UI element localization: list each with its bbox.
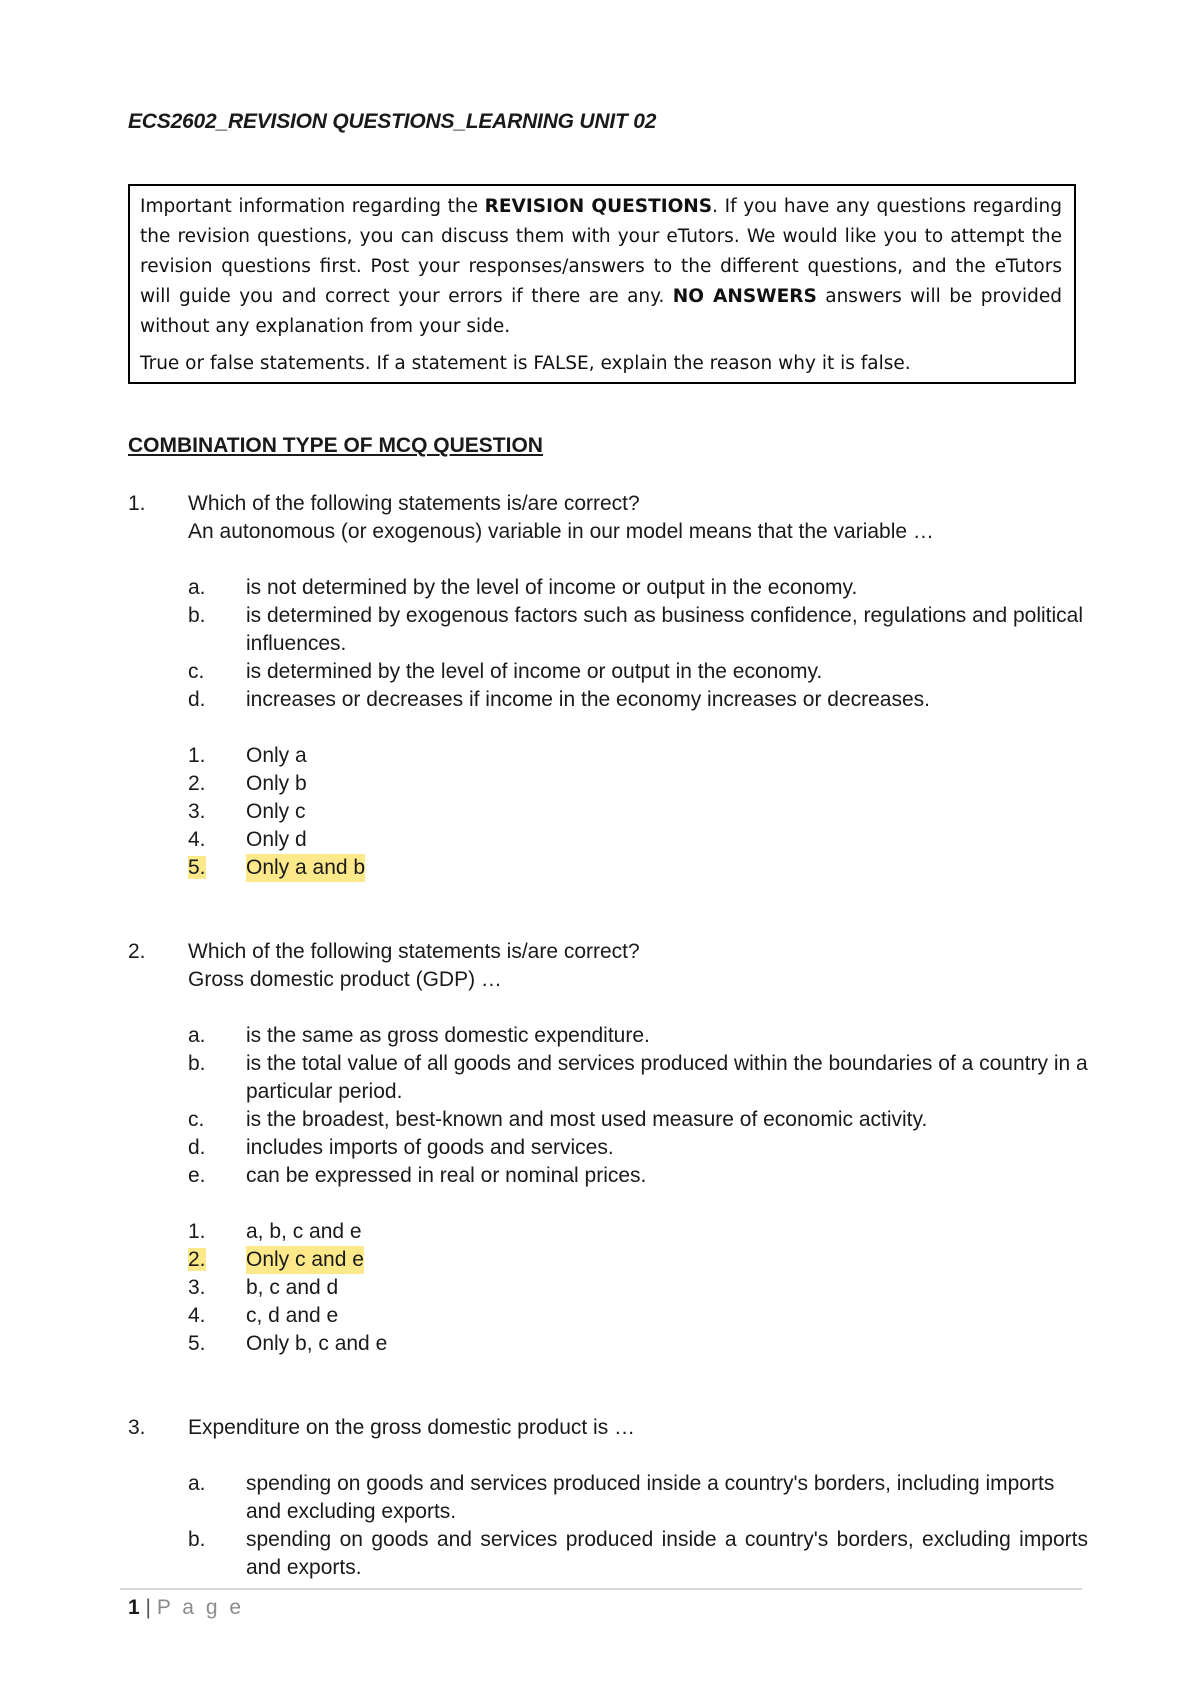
- answer-option: [188, 770, 1088, 798]
- statement-letter: c.: [188, 660, 205, 683]
- question-stem-row: [128, 938, 1088, 966]
- option-number: 4.: [188, 828, 206, 851]
- question-sub-stem: An autonomous (or exogenous) variable in our model means that the variable …: [188, 520, 934, 543]
- answer-option: [188, 1218, 1088, 1246]
- option-text: Only c: [246, 800, 306, 823]
- info-text: . If you have any questions regarding the revision questions, you can discuss them with your eTutors. We would like you to attempt the revision questions first. Post your responses/answers to the different questions, and the eTutors will guide you and correct your errors if there are any.: [140, 196, 1062, 307]
- option-number: 1.: [188, 1220, 206, 1243]
- statement-item: [188, 686, 1088, 714]
- answer-option: [188, 798, 1088, 826]
- statement-item: [188, 602, 1088, 658]
- option-text: b, c and d: [246, 1276, 339, 1299]
- page-footer: [128, 1596, 244, 1620]
- statement-text: is determined by the level of income or output in the economy.: [246, 660, 823, 683]
- answer-option: [188, 1274, 1088, 1302]
- option-number: 3.: [188, 800, 206, 823]
- info-paragraph: [140, 192, 1062, 342]
- statement-letter: d.: [188, 688, 206, 711]
- statement-item: [188, 1106, 1088, 1134]
- option-number: 4.: [188, 1304, 206, 1327]
- answer-option: [188, 1330, 1088, 1358]
- option-text: Only d: [246, 828, 307, 851]
- statement-text: is the total value of all goods and services produced within the boundaries of a country in a particular period.: [246, 1052, 1088, 1103]
- statement-text: is not determined by the level of income or output in the economy.: [246, 576, 858, 599]
- statement-item: [188, 1470, 1088, 1526]
- option-text: Only a: [246, 744, 307, 767]
- question-3: [128, 1414, 1088, 1582]
- statement-text: increases or decreases if income in the economy increases or decreases.: [246, 688, 930, 711]
- option-text: Only b: [246, 772, 307, 795]
- question-stem: Expenditure on the gross domestic product is …: [188, 1416, 636, 1439]
- info-bold-no-answers: NO ANSWERS: [672, 286, 817, 307]
- answer-option: [188, 742, 1088, 770]
- statement-item: [188, 658, 1088, 686]
- question-sub-stem: Gross domestic product (GDP) …: [188, 968, 502, 991]
- statement-letter: b.: [188, 1052, 206, 1075]
- important-info-box: [128, 184, 1076, 384]
- statement-item: [188, 574, 1088, 602]
- statement-letter: a.: [188, 576, 206, 599]
- info-bold-revision-questions: REVISION QUESTIONS: [484, 196, 713, 217]
- statement-letter: d.: [188, 1136, 206, 1159]
- statement-text: can be expressed in real or nominal prices.: [246, 1164, 647, 1187]
- statement-letter: e.: [188, 1164, 206, 1187]
- statement-letter: c.: [188, 1108, 205, 1131]
- statement-text: is the same as gross domestic expenditure.: [246, 1024, 650, 1047]
- statement-text: spending on goods and services produced inside a country's borders, excluding imports and exports.: [246, 1528, 1088, 1579]
- document-title: ECS2602_REVISION QUESTIONS_LEARNING UNIT 02: [128, 110, 657, 133]
- question-number: 2.: [128, 940, 146, 963]
- question-stem: Which of the following statements is/are correct?: [188, 940, 640, 963]
- true-false-note: True or false statements. If a statement is FALSE, explain the reason why it is false.: [140, 353, 911, 374]
- question-1: [128, 490, 1088, 882]
- statement-letter: b.: [188, 604, 206, 627]
- question-number: 3.: [128, 1416, 146, 1439]
- statement-letter: a.: [188, 1024, 206, 1047]
- footer-divider: [120, 1588, 1082, 1590]
- option-text: Only c and e: [246, 1246, 364, 1274]
- option-number: 3.: [188, 1276, 206, 1299]
- option-number: 2.: [188, 1248, 206, 1271]
- page-label: P a g e: [156, 1596, 245, 1619]
- statement-item: [188, 1022, 1088, 1050]
- option-text: c, d and e: [246, 1304, 339, 1327]
- statement-text: is the broadest, best-known and most used measure of economic activity.: [246, 1108, 928, 1131]
- answer-option: [188, 826, 1088, 854]
- option-text: Only a and b: [246, 854, 365, 882]
- section-heading: COMBINATION TYPE OF MCQ QUESTION: [128, 434, 543, 457]
- statement-item: [188, 1162, 1088, 1190]
- info-text: answers will be provided without any explanation from your side.: [140, 286, 1063, 337]
- question-2: [128, 938, 1088, 1358]
- statement-item: [188, 1134, 1088, 1162]
- option-number: 1.: [188, 744, 206, 767]
- info-text: Important information regarding the: [140, 196, 485, 217]
- statement-text: includes imports of goods and services.: [246, 1136, 614, 1159]
- statement-letter: a.: [188, 1472, 206, 1495]
- question-stem: Which of the following statements is/are correct?: [188, 492, 640, 515]
- answer-option-highlighted: [188, 1246, 1088, 1274]
- option-text: Only b, c and e: [246, 1332, 388, 1355]
- statement-text: spending on goods and services produced inside a country's borders, including imports and excluding exports.: [246, 1472, 1055, 1523]
- option-text: a, b, c and e: [246, 1220, 362, 1243]
- question-number: 1.: [128, 492, 146, 515]
- answer-option: [188, 1302, 1088, 1330]
- answer-option-highlighted: [188, 854, 1088, 882]
- option-number: 2.: [188, 772, 206, 795]
- page-separator: |: [145, 1596, 151, 1619]
- option-number: 5.: [188, 1332, 206, 1355]
- question-stem-row: [128, 490, 1088, 518]
- page-number: 1: [128, 1596, 140, 1619]
- statement-item: [188, 1526, 1088, 1582]
- statement-text: is determined by exogenous factors such as business confidence, regulations and political influences.: [246, 604, 1083, 655]
- question-stem-row: [128, 1414, 1088, 1442]
- statement-item: [188, 1050, 1088, 1106]
- statement-letter: b.: [188, 1528, 206, 1551]
- option-number: 5.: [188, 856, 206, 879]
